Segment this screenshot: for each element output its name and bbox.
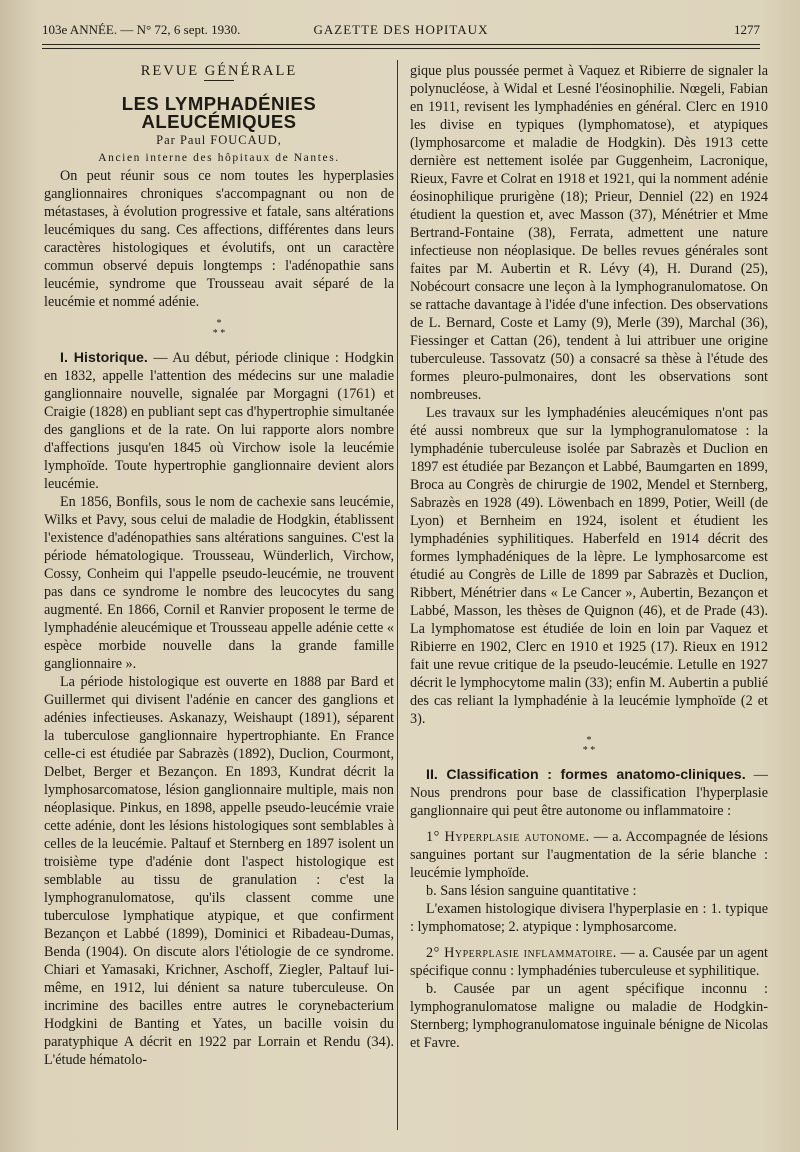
author-byline: Par Paul FOUCAUD,	[156, 133, 282, 147]
inflammatory-text: — a. Causée par un agent spécifique connu : lymphadénies tuberculeuse et syphilitique.	[410, 945, 768, 979]
section-heading-historique: I. Historique.	[60, 350, 148, 366]
left-column	[44, 62, 394, 1069]
journal-title: GAZETTE DES HOPITAUX	[313, 22, 489, 37]
section-kicker: REVUE GÉNÉRALE	[140, 63, 298, 79]
article-title: LES LYMPHADÉNIES ALEUCÉMIQUES	[121, 93, 317, 132]
autonomous-label: 1° Hyperplasie autonome.	[426, 829, 590, 845]
historique-text: — Au début, période clinique : Hodgkin en 1832, appelle l'attention des médecins sur une maladie ganglionnaire nouvelle, signalée par Morgagni (1761) et Craigie (1828) en publiant sept cas d'hypertrophie simultanée des ganglions et de la rate. On lui rapporte alors nombre d'affections jusqu'en 1845 où Virchow isole la leucémie lymphoïde. Toute hypertrophie ganglionnaire devient alors leucémie.	[44, 350, 394, 492]
autonomous-text: — a. Accompagnée de lésions sanguines portant sur l'augmentation de la série blanche : leucémie lymphoïde.	[410, 829, 768, 881]
classification-text: — Nous prendrons pour base de classification l'hyperplasie ganglionnaire qui peut être autonome ou inflammatoire :	[410, 767, 768, 819]
autonomous-b-item: b. Sans lésion sanguine quantitative :	[426, 883, 637, 899]
page-number: 1277	[734, 22, 760, 37]
intro-paragraph: On peut réunir sous ce nom toutes les hyperplasies ganglionnaires chroniques s'accompagnant ou non de métastases, à évolution progressive et fatale, sans altérations leucémiques du sang. Ces affections, différentes dans leurs caractères histologiques et évolutifs, ont un caractère commun observé depuis longtemps : l'adénopathie sans leucémie, syndrome que Trousseau avait séparé de la leucémie et nommé adénie.	[44, 168, 394, 310]
issue-info: 103e ANNÉE. — N° 72, 6 sept. 1930.	[42, 22, 241, 37]
aleukemic-works-paragraph: Les travaux sur les lymphadénies aleucémiques n'ont pas été aussi nombreux que sur la lymphogranulomatose : la lymphadénie tuberculeuse isolée par Sabrazès et Duclion en 1897 est étudiée par Bezançon et Labbé, Baumgarten en 1899, Broca au Congrès de chirurgie de 1902, Mendel et Sternberg, Sabrazès en 1928 (49). Löwenbach en 1899, Potier, Weill (de Lyon) et Bernheim en 1924, isolent et étudient les lymphadénies syphilitiques. Haberfeld en 1914 décrit des formes lymphadéniques de la lèpre. Le lymphosarcome est étudié au Congrès de Lille de 1899 par Sabrazès et Duclion, Ribbert, Ménétrier dans « Le Cancer », Aubertin, Bezançon et Labbé, Masson, les thèses de Quignon (46), et de Prade (43). La lymphomatose est étudiée de loin en loin par Vaquez et Ribierre en 1902, Clerc en 1910 et 1925 (17). Rieux en 1912 fait une revue critique de la pseudo-leucémie. Letulle en 1927 décrit le lymphocytome malin (33); enfin M. Aubertin a publié des cas reliant la lymphadénie à la leucémie lymphoïde (2 et 3).	[410, 405, 768, 727]
classification-paragraph	[410, 766, 768, 820]
inflammatory-label: 2° Hyperplasie inflammatoire.	[426, 945, 617, 961]
column-divider	[397, 60, 398, 1130]
inflammatory-hyperplasia-item	[410, 944, 768, 980]
inflammatory-b-item: b. Causée par un agent spécifique inconnu : lymphogranulomatose maligne ou maladie de Hodgkin-Sternberg; lymphogranulomatose inguinale bénigne de Nicolas et Favre.	[410, 981, 768, 1051]
section-heading-classification: II. Classification : formes anatomo-cliniques.	[426, 767, 746, 783]
histologic-period-paragraph: La période histologique est ouverte en 1888 par Bard et Guillermet qui divisent l'adénie en cancer des ganglions et adénies infectieuses. Askanazy, Weishaupt (1891), séparent la tuberculose ganglionnaire hypertrophiante. En France celle-ci est étudiée par Sabrazès (1892), Duclion, Courmont, Delbet, Berger et Bezançon. En 1893, Kundrat décrit la lymphosarcomatose, lésion ganglionnaire multiple, mais non néoplasique. Pinkus, en 1898, appelle pseudo-leucémie vraie cette adénie, dont les lésions histologiques sont semblables à celles de la leucémie. Paltauf et Sternberg en 1897 isolent un troisième type d'adénie dont l'aspect histologique est semblable au tissu de granulation : c'est la lymphogranulomatose, qu'ils classent comme une tuberculose lymphatique atypique, et que confirment Bezançon et Labbé (1899), Dominici et Ribadeau-Dumas, Benda (1904). On discute alors l'étiologie de ce syndrome. Chiari et Yamasaki, Krichner, Aschoff, Ziegler, Paltauf lui-même, en 1912, lui dénient sa nature tuberculeuse. On incrimine des bacilles entre autres le corynebacterium Hodgkini de Banting et Yates, un bacille voisin du paratyphique A décrit en 1922 par Lorrain et Rendu (34). L'étude hématolo-	[44, 674, 394, 1068]
header-rule-top	[42, 44, 760, 45]
section-ornament-2: * * *	[582, 735, 596, 756]
hematologic-period-paragraph: En 1856, Bonfils, sous le nom de cachexie sans leucémie, Wilks et Pavy, sous celui de maladie de Hodgkin, établissent l'existence d'adénopathies sans altérations sanguines. C'est la période hématologique. Trousseau, Wünderlich, Virchow, Cossy, Conheim qui l'appelle pseudo-leucémie, ne trouvent pas dans ce syndrome le nombre des leucocytes du sang augmenté. En 1866, Cornil et Ranvier proposent le terme de lymphadénie aleucémique et Trousseau appelle adénie cette « espèce morbide nouvelle dans la grande famille ganglionnaire ».	[44, 494, 394, 672]
autonomous-b-detail: L'examen histologique divisera l'hyperplasie en : 1. typique : lymphomatose; 2. atypique : lymphosarcome.	[410, 901, 768, 935]
kicker-rule	[204, 80, 234, 81]
section-ornament: * * *	[212, 318, 226, 339]
running-header	[42, 16, 760, 44]
historique-paragraph	[44, 349, 394, 493]
author-affiliation: Ancien interne des hôpitaux de Nantes.	[98, 152, 340, 164]
continued-paragraph: gique plus poussée permet à Vaquez et Ribierre de signaler la polynucléose, à Widal et Lesné l'éosinophilie. Nœgeli, Fabian en 1911, revisent les lymphadénies en général. Clerc en 1910 les divise en typiques (lymphomatose), et atypiques (lymphosarcome et maladie de Hodgkin). Dès 1913 cette dernière est nettement isolée par Guggenheim, Lacronique, Rieux, Favre et Colrat en 1918 et 1921, qui la nomment adénie éosinophilique prurigène (18); Prieur, Denniel (22) en 1924 étudient la question et, avec Masson (37), Ménétrier et Mme Bertrand-Fontaine (38), Ferrata, admettent une nature infectieuse non néoplasique. De belles revues générales sont faites par M. Aubertin et R. Lévy (4), H. Durand (25), Nobécourt consacre une leçon à la lymphogranulomatose. On se rattache davantage à l'idée d'une infection. Des observations de L. Bernard, Coste et Lamy (9), Merle (39), Marchal (36), Fiessinger et Cattan (26), tendent à lui attribuer une origine tuberculeuse. Tassovatz (50) a consacré sa thèse à l'étude des formes pleuro-pulmonaires, dont les observations sont nombreuses.	[410, 63, 768, 403]
right-column	[410, 62, 768, 1052]
autonomous-hyperplasia-item	[410, 828, 768, 882]
header-rule-bottom	[42, 48, 760, 49]
